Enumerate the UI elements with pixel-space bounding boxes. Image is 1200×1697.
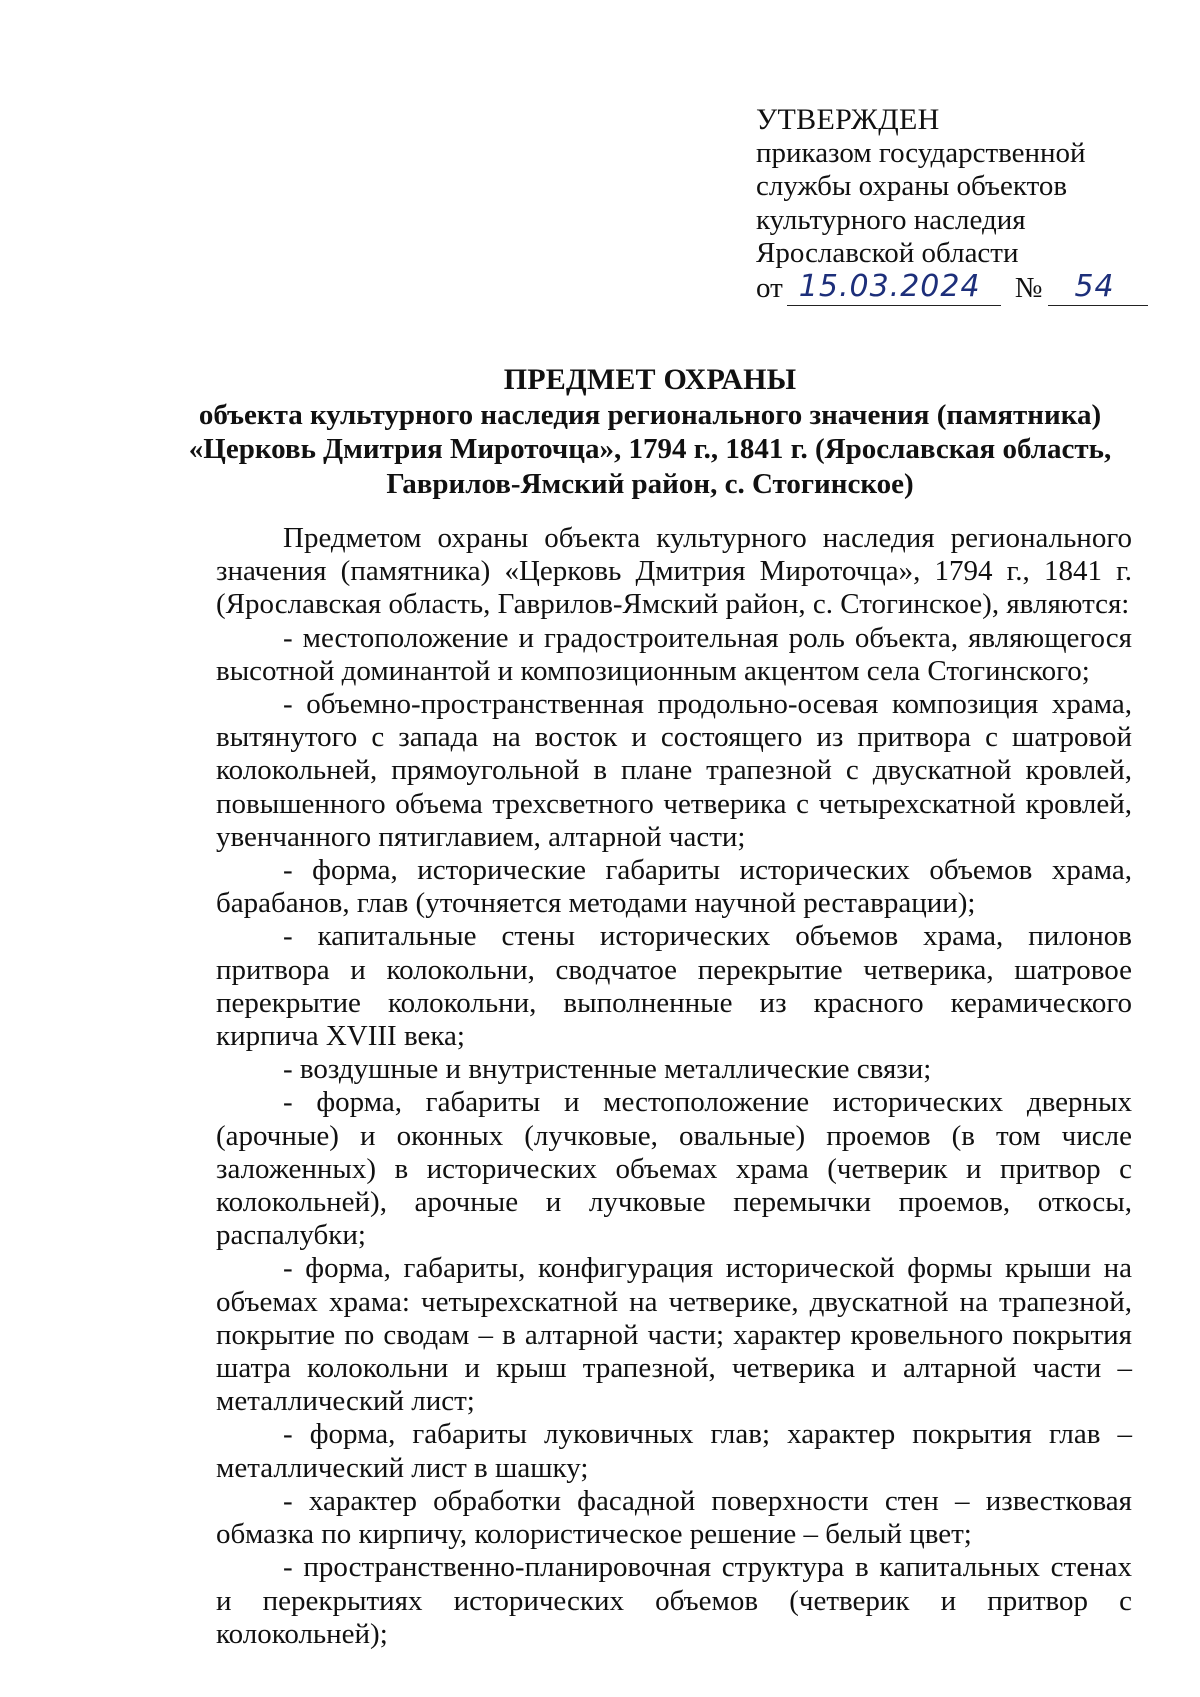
document-body [216, 522, 1132, 1651]
approval-heading: УТВЕРЖДЕН [756, 103, 940, 136]
protection-item: - объемно-пространственная продольно-осевая композиция храма, вытянутого с запада на восток и состоящего из притвора с шатровой колокольней, прямоугольной в плане трапезной с двускатной кровлей, повышенного объема трехсветного четверика с четырехскатной кровлей, увенчанного пятиглавием, алтарной части; [216, 688, 1132, 853]
title-line: объекта культурного наследия регионального значения (памятника) [198, 398, 1102, 431]
protection-item: - капитальные стены исторических объемов храма, пилонов притвора и колокольни, сводчатое перекрытие четверика, шатровое перекрытие колокольни, выполненные из красного керамического кирпича XVIII века; [216, 920, 1132, 1053]
approval-line: Ярославской области [756, 237, 1019, 269]
protection-item: - местоположение и градостроительная роль объекта, являющегося высотной доминантой и композиционным акцентом села Стогинского; [216, 621, 1132, 687]
intro-paragraph: Предметом охраны объекта культурного наследия регионального значения (памятника) «Церковь Дмитрия Мироточца», 1794 г., 1841 г. (Ярославская область, Гаврилов-Ямский район, с. Стогинское), являются: [216, 522, 1132, 621]
protection-item: - форма, габариты и местоположение исторических дверных (арочные) и оконных (лучковые, овальные) проемов (в том числе заложенных) в исторических объемах храма (четверик и притвор с колокольней), арочные и лучковые перемычки проемов, откосы, распалубки; [216, 1086, 1132, 1252]
number-underline [1048, 271, 1148, 306]
approval-line: культурного наследия [756, 203, 1026, 236]
protection-item: - форма, габариты, конфигурация исторической формы крыши на объемах храма: четырехскатной на четверике, двускатной на трапезной, покрытие по сводам – в алтарной части; характер кровельного покрытия шатра колокольни и крыш трапезной, четверика и алтарной части – металлический лист; [216, 1252, 1132, 1418]
title-main: ПРЕДМЕТ ОХРАНЫ [503, 363, 797, 396]
approval-stamp-block [756, 103, 1156, 306]
protection-item: - пространственно-планировочная структура в капитальных стенах и перекрытиях исторических объемов (четверик и притвор с колокольней); [216, 1551, 1132, 1650]
date-label: от [756, 272, 783, 304]
protection-item: - характер обработки фасадной поверхности стен – известковая обмазка по кирпичу, колористическое решение – белый цвет; [216, 1484, 1132, 1551]
document-title [150, 363, 1150, 501]
date-underline [787, 271, 1001, 306]
order-date-number-line [756, 271, 1156, 306]
title-line: «Церковь Дмитрия Мироточца», 1794 г., 1841 г. (Ярославская область, [188, 433, 1112, 465]
protection-item: - форма, габариты луковичных глав; характер покрытия глав – металлический лист в шашку; [216, 1418, 1132, 1484]
protection-item: - форма, исторические габариты исторических объемов храма, барабанов, глав (уточняется методами научной реставрации); [216, 854, 1132, 920]
approval-line: службы охраны объектов [756, 170, 1068, 202]
approval-line: приказом государственной [756, 136, 1086, 169]
handwritten-number: 54 [1074, 269, 1115, 304]
protection-item: - воздушные и внутристенные металлические связи; [283, 1053, 932, 1086]
title-line: Гаврилов-Ямский район, с. Стогинское) [386, 467, 914, 500]
handwritten-date: 15.03.2024 [798, 269, 981, 304]
number-label: № [1014, 272, 1043, 304]
